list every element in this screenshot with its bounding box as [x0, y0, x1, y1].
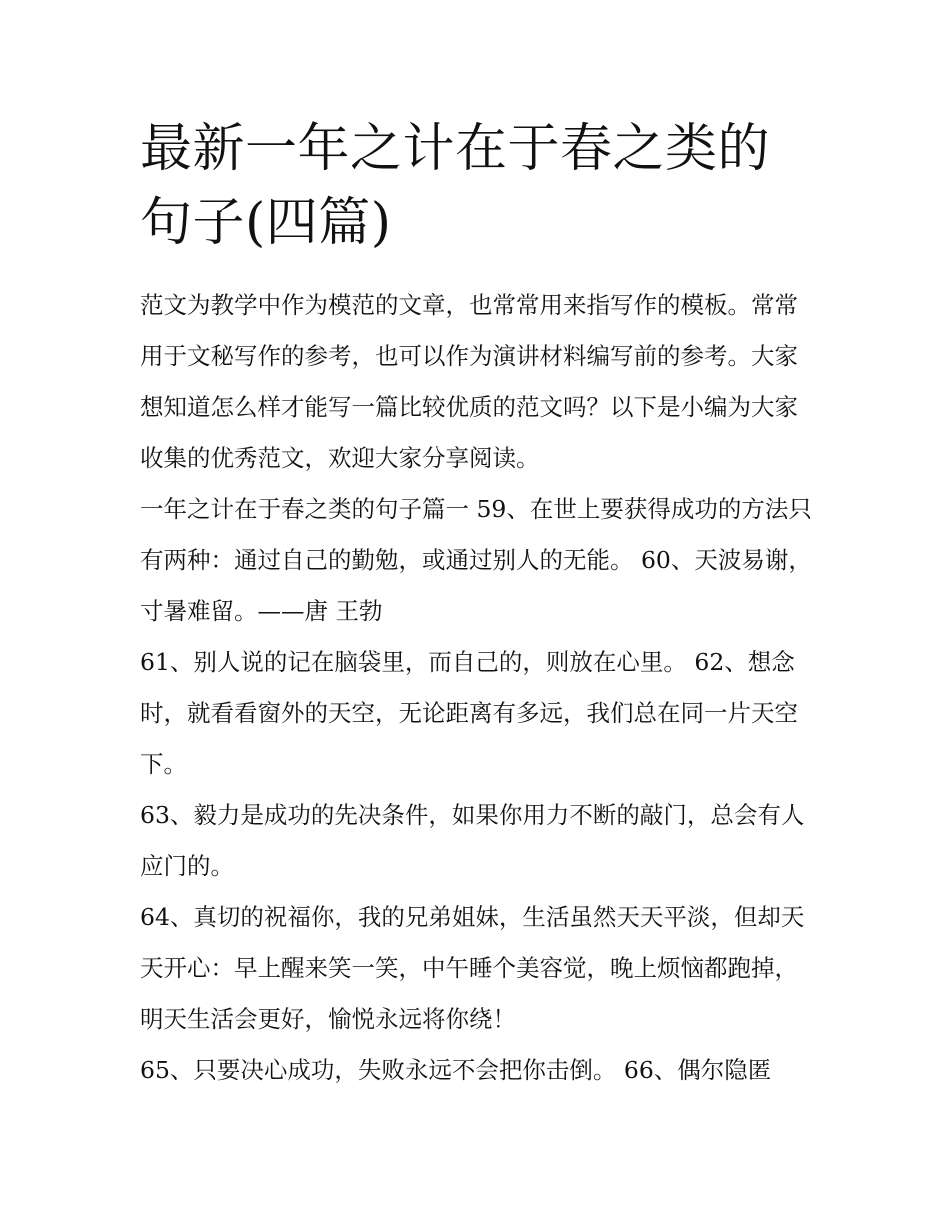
paragraph-64: 64、真切的祝福你，我的兄弟姐妹，生活虽然天天平淡，但却天天开心：早上醒来笑一笑，中午睡个美容觉，晚上烦恼都跑掉，明天生活会更好，愉悦永远将你绕！ — [140, 903, 805, 1033]
paragraph-section-one: 一年之计在于春之类的句子篇一 59、在世上要获得成功的方法只有两种：通过自己的勤勉，或通过别人的无能。 60、天波易谢，寸暑难留。——唐 王勃 — [140, 495, 812, 625]
paragraph-61-62: 61、别人说的记在脑袋里，而自己的，则放在心里。 62、想念时，就看看窗外的天空，无论距离有多远，我们总在同一片天空下。 — [140, 648, 798, 778]
document-title: 最新一年之计在于春之类的句子(四篇) — [140, 119, 771, 253]
document-body — [140, 280, 816, 1096]
paragraph-65-66: 65、只要决心成功，失败永远不会把你击倒。 66、偶尔隐匿 — [140, 1056, 772, 1084]
intro-paragraph: 范文为教学中作为模范的文章，也常常用来指写作的模板。常常用于文秘写作的参考，也可以作为演讲材料编写前的参考。大家想知道怎么样才能写一篇比较优质的范文吗？以下是小编为大家收集的优秀范文，欢迎大家分享阅读。 — [140, 291, 798, 472]
paragraph-63: 63、毅力是成功的先决条件，如果你用力不断的敲门，总会有人应门的。 — [140, 801, 805, 880]
